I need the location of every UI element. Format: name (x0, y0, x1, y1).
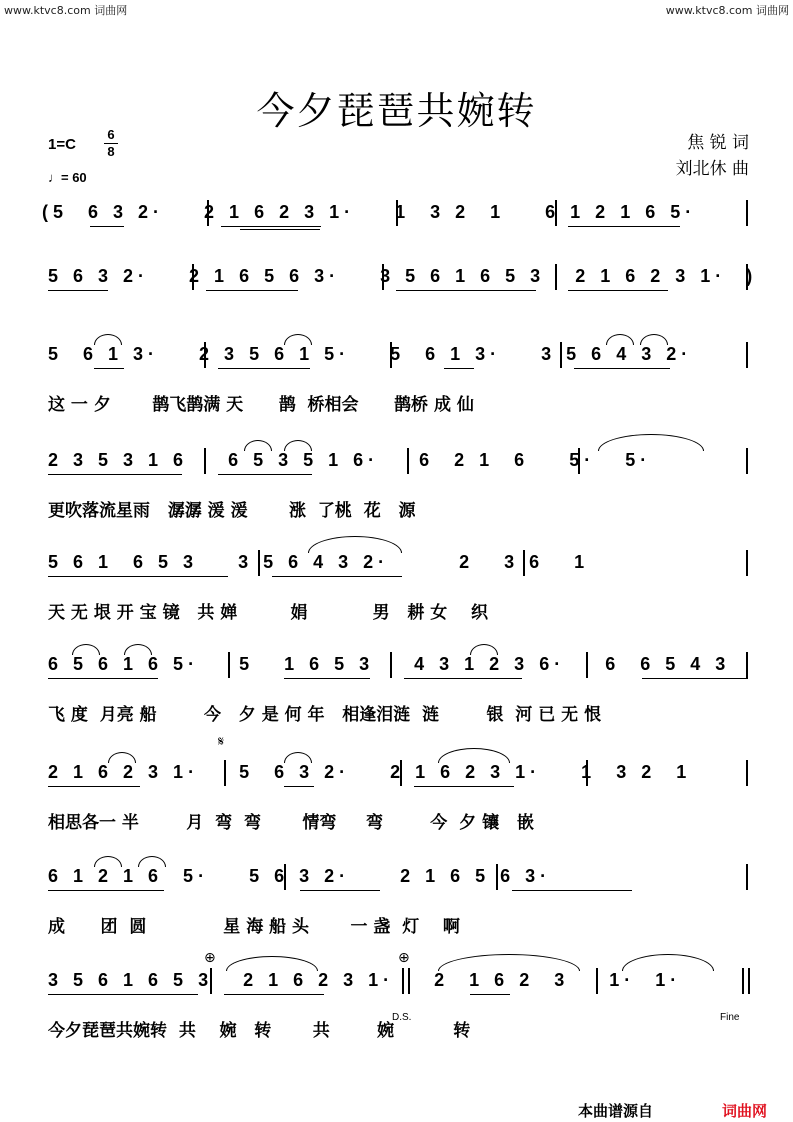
barline (390, 652, 392, 678)
watermark-left: www.ktvc8.com 词曲网 (4, 4, 128, 17)
slur (438, 748, 510, 763)
slur (622, 954, 714, 971)
barline (746, 550, 748, 576)
barline (258, 550, 260, 576)
slur (598, 434, 704, 451)
score-line-3 (40, 340, 755, 415)
slur (124, 644, 152, 655)
notes-line-8: 6 1 2 1 6 5· 5 6 3 2· 2 1 6 5 6 3· (48, 866, 552, 886)
score-line-7 (40, 734, 755, 833)
barline (746, 760, 748, 786)
beam (48, 994, 198, 995)
beam (470, 994, 510, 995)
barline (396, 200, 398, 226)
slur (108, 752, 136, 763)
song-title: 今夕琵琶共婉转 (256, 89, 537, 133)
barline (555, 200, 557, 226)
barline (496, 864, 498, 890)
barline (382, 264, 384, 290)
footer-source: 本曲谱源自 (578, 1102, 654, 1120)
lyrics-line-5: 天 无 垠 开 宝 镜 共 婵 娟 男 耕 女 织 (48, 603, 488, 623)
barline (746, 864, 748, 890)
notes-line-7: 2 1 6 2 3 1· 5 6 3 2· 2 1 6 2 3 1· 1 3 2 1 (48, 762, 692, 782)
notes-line-3: 5 6 1 3· 2 3 5 6 1 5· 5 6 1 3· 3 5 6 4 3 2· (48, 344, 693, 364)
beam (48, 576, 228, 577)
beam (284, 786, 314, 787)
slur (640, 334, 668, 345)
beam (568, 290, 668, 291)
beam (574, 368, 670, 369)
score-line-8 (40, 862, 755, 937)
beam (206, 290, 298, 291)
barline (746, 264, 748, 290)
barline (207, 200, 209, 226)
slur (606, 334, 634, 345)
dal-segno-label: D.S. (392, 1012, 412, 1023)
barline (204, 342, 206, 368)
slur (244, 440, 272, 451)
barline (210, 968, 212, 994)
barline (192, 264, 194, 290)
score-line-5 (40, 548, 755, 623)
beam (512, 890, 632, 891)
notes-line-4: 2 3 5 3 1 6 6 5 3 5 1 6· 6 2 1 6 5· 5· (48, 450, 652, 470)
score-line-4 (40, 446, 755, 521)
lyrics-line-9: 今夕琵琶共婉转 共 婉 转 共 婉 转 (48, 1021, 471, 1041)
beam (90, 226, 124, 227)
barline (523, 550, 525, 576)
barline (390, 342, 392, 368)
barline (578, 448, 580, 474)
slur (226, 956, 318, 971)
beam (396, 290, 536, 291)
beam (240, 229, 320, 230)
barline (400, 760, 402, 786)
slur (308, 536, 402, 553)
beam (284, 678, 370, 679)
notes-line-6: 6 5 6 1 6 5· 5 1 6 5 3 4 3 1 2 3 6· 6 6 5 4 3 (48, 654, 731, 674)
slur (284, 440, 312, 451)
score-line-9 (40, 950, 755, 1041)
beam (568, 226, 680, 227)
beam (48, 890, 164, 891)
time-signature (104, 128, 118, 159)
barline (284, 864, 286, 890)
lyrics-line-8: 成 团 圆 星 海 船 头 一 盏 灯 啊 (48, 917, 460, 937)
slur (438, 954, 580, 971)
notes-line-5: 5 6 1 6 5 3 3 5 6 4 3 2· 2 3 6 1 (48, 552, 590, 572)
barline (555, 264, 557, 290)
lyrics-line-6: 飞 度 月亮 船 今 夕 是 何 年 相逢泪涟 涟 银 河 已 无 恨 (48, 705, 602, 725)
beam (48, 678, 158, 679)
barline (596, 968, 598, 994)
slur (72, 644, 100, 655)
beam (218, 474, 312, 475)
beam (221, 226, 321, 227)
fine-label: Fine (720, 1012, 740, 1023)
beam (404, 678, 522, 679)
notes-line-9: 3 5 6 1 6 5 3 2 1 6 2 3 1· 2 1 6 2 3 1· 1· (48, 970, 682, 990)
beam (272, 576, 402, 577)
composer-credit: 刘北休 曲 (675, 159, 749, 179)
beam (444, 368, 474, 369)
footer-site-logo[interactable]: 词曲网 (722, 1102, 768, 1120)
meter-top: 6 (107, 127, 115, 142)
score-line-6 (40, 650, 755, 725)
score-line-2 (40, 262, 758, 302)
barline (204, 448, 206, 474)
tempo-marking: ♩= 60 (48, 170, 87, 185)
lyrics-line-7: 相思各一 半 月 弯 弯 情弯 弯 今 夕 镶 嵌 (48, 813, 534, 833)
beam (94, 368, 124, 369)
barline (746, 448, 748, 474)
lyrics-line-4: 更吹落流星雨 潺潺 湲 湲 涨 了桃 花 源 (48, 501, 416, 521)
lyricist-credit: 焦 锐 词 (687, 133, 749, 153)
coda-sign: ⊕ (398, 950, 410, 966)
slur (470, 644, 498, 655)
beam (48, 786, 140, 787)
beam (414, 786, 514, 787)
barline (560, 342, 562, 368)
barline (746, 342, 748, 368)
coda-sign: ⊕ (204, 950, 216, 966)
barline (586, 652, 588, 678)
barline (586, 760, 588, 786)
beam (48, 474, 182, 475)
beam (300, 890, 380, 891)
barline (407, 448, 409, 474)
barline (746, 652, 748, 678)
double-barline (402, 968, 410, 994)
slur (284, 752, 312, 763)
barline (224, 760, 226, 786)
final-barline (742, 968, 750, 994)
beam (224, 994, 324, 995)
beam (642, 678, 748, 679)
barline (746, 200, 748, 226)
slur (94, 334, 122, 345)
segno-sign: 𝄋 (218, 734, 225, 750)
barline (228, 652, 230, 678)
lyrics-line-3: 这 一 夕 鹊飞鹊满 天 鹊 桥相会 鹊桥 成 仙 (48, 395, 474, 415)
meter-bottom: 8 (107, 144, 115, 159)
slur (138, 856, 166, 867)
beam (218, 368, 310, 369)
beam (48, 290, 108, 291)
slur (284, 334, 312, 345)
notes-line-1: (5 6 3 2· 2 1 6 2 3 1· 1 3 2 1 6 1 2 1 6 5· (42, 202, 697, 222)
watermark-right: www.ktvc8.com 词曲网 (665, 4, 789, 17)
notes-line-2: 5 6 3 2· 2 1 6 5 6 3· 3 5 6 1 6 5 3 2 1 6 2 3 1· ) (48, 266, 758, 286)
key-signature: 1=C (48, 136, 76, 153)
score-line-1 (40, 198, 755, 238)
slur (94, 856, 122, 867)
